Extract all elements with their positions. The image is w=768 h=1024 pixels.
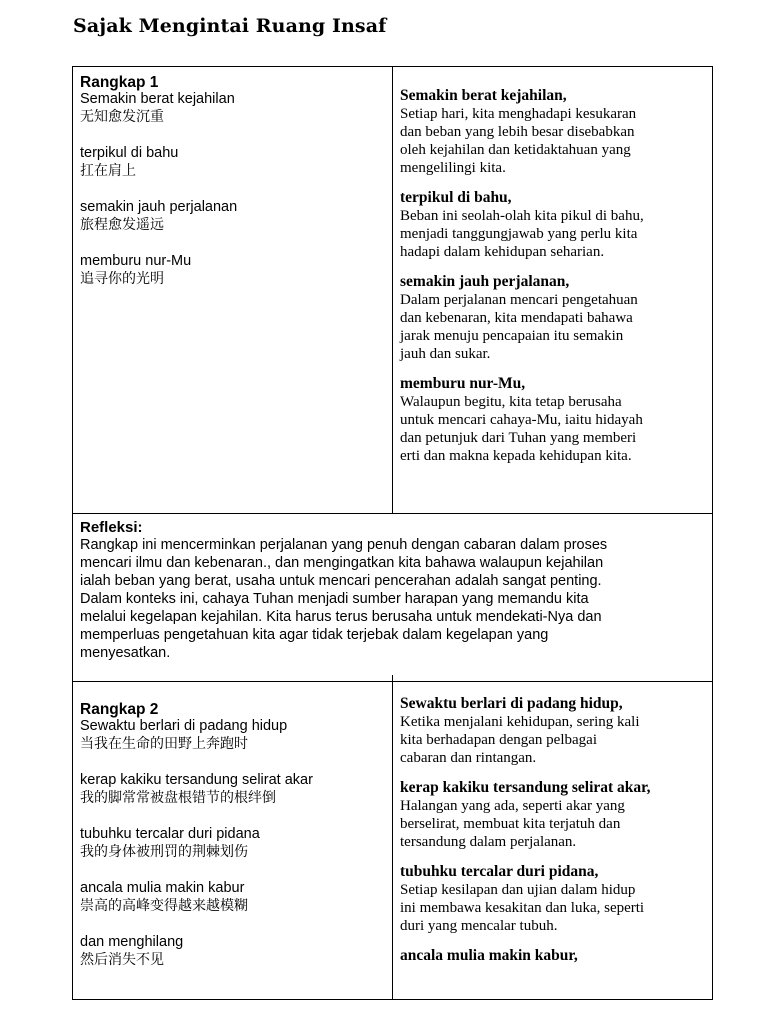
explanation-block	[400, 863, 702, 935]
explanation-heading: memburu nur-Mu,	[400, 375, 526, 392]
verse-line-chinese: 我的脚常常被盘根错节的根绊倒	[80, 789, 276, 805]
explanation-heading: ancala mulia makin kabur,	[400, 947, 578, 964]
explanation-block	[400, 87, 702, 177]
explanation-line: Beban ini seolah-olah kita pikul di bahu,	[400, 208, 644, 224]
reflection-line: melalui kegelapan kejahilan. Kita harus terus berusaha untuk mendekati-Nya dan	[80, 609, 602, 625]
verse-pair	[80, 880, 392, 914]
explanation-line: hadapi dalam kehidupan seharian.	[400, 244, 605, 260]
stanza-2-text-cell	[73, 675, 393, 999]
reflection-line: Rangkap ini mencerminkan perjalanan yang penuh dengan cabaran dalam proses	[80, 537, 608, 553]
explanation-heading: tubuhku tercalar duri pidana,	[400, 863, 599, 880]
explanation-line: berselirat, membuat kita terjatuh dan	[400, 816, 621, 832]
explanation-line: Halangan yang ada, seperti akar yang	[400, 798, 625, 814]
verse-line-chinese: 无知愈发沉重	[80, 108, 164, 124]
explanation-block	[400, 779, 702, 851]
explanation-heading: semakin jauh perjalanan,	[400, 273, 570, 290]
reflection-line: menyesatkan.	[80, 645, 171, 661]
verse-pair	[80, 826, 392, 860]
explanation-line: jarak menuju pencapaian itu semakin	[400, 328, 624, 344]
explanation-line: Ketika menjalani kehidupan, sering kali	[400, 714, 640, 730]
explanation-block	[400, 695, 702, 767]
explanation-line: cabaran dan rintangan.	[400, 750, 537, 766]
explanation-line: jauh dan sukar.	[400, 346, 491, 362]
verse-line-chinese: 然后消失不见	[80, 951, 164, 967]
explanation-line: mengelilingi kita.	[400, 160, 506, 176]
verse-pair	[80, 91, 392, 125]
stanza-2-explanation-cell	[393, 675, 712, 999]
explanation-line: Setiap hari, kita menghadapi kesukaran	[400, 106, 637, 122]
stanza-1-explanation-cell	[393, 67, 712, 513]
reflection-row	[73, 513, 712, 682]
verse-line-chinese: 当我在生命的田野上奔跑时	[80, 735, 248, 751]
explanation-heading: Semakin berat kejahilan,	[400, 87, 567, 104]
explanation-heading: terpikul di bahu,	[400, 189, 512, 206]
explanation-block	[400, 273, 702, 363]
verse-line-malay: kerap kakiku tersandung selirat akar	[80, 772, 313, 788]
explanation-block	[400, 189, 702, 261]
verse-line-chinese: 崇高的高峰变得越来越模糊	[80, 897, 248, 913]
explanation-line: dan kebenaran, kita mendapati bahawa	[400, 310, 633, 326]
explanation-line: oleh kejahilan dan ketidaktahuan yang	[400, 142, 631, 158]
verse-line-malay: memburu nur-Mu	[80, 253, 192, 269]
verse-line-chinese: 旅程愈发遥远	[80, 216, 164, 232]
explanation-line: Dalam perjalanan mencari pengetahuan	[400, 292, 638, 308]
stanza-heading: Rangkap 1	[80, 74, 159, 91]
verse-pair	[80, 934, 392, 968]
explanation-block	[400, 375, 702, 465]
stanza-1-text-cell	[73, 67, 393, 513]
verse-pair	[80, 718, 392, 752]
verse-line-malay: dan menghilang	[80, 934, 184, 950]
poem-table	[72, 66, 713, 1000]
reflection-line: mencari ilmu dan kebenaran., dan mengingatkan kita bahawa walaupun kejahilan	[80, 555, 604, 571]
explanation-line: tersandung dalam perjalanan.	[400, 834, 577, 850]
verse-line-chinese: 我的身体被刑罚的荆棘划伤	[80, 843, 248, 859]
verse-line-chinese: 扛在肩上	[80, 162, 136, 178]
explanation-line: Setiap kesilapan dan ujian dalam hidup	[400, 882, 636, 898]
stanza-1-row	[73, 67, 712, 514]
explanation-heading: Sewaktu berlari di padang hidup,	[400, 695, 623, 712]
verse-line-malay: terpikul di bahu	[80, 145, 179, 161]
verse-line-malay: Sewaktu berlari di padang hidup	[80, 718, 288, 734]
explanation-line: dan beban yang lebih besar disebabkan	[400, 124, 635, 140]
reflection-heading: Refleksi:	[80, 519, 143, 536]
stanza-heading: Rangkap 2	[80, 701, 159, 718]
verse-pair	[80, 772, 392, 806]
explanation-block	[400, 947, 702, 965]
explanation-line: ini membawa kesakitan dan luka, seperti	[400, 900, 645, 916]
verse-pair	[80, 145, 392, 179]
explanation-line: untuk mencari cahaya-Mu, iaitu hidayah	[400, 412, 643, 428]
explanation-heading: kerap kakiku tersandung selirat akar,	[400, 779, 651, 796]
explanation-line: dan petunjuk dari Tuhan yang memberi	[400, 430, 637, 446]
explanation-line: Walaupun begitu, kita tetap berusaha	[400, 394, 622, 410]
verse-line-chinese: 追寻你的光明	[80, 270, 164, 286]
verse-line-malay: Semakin berat kejahilan	[80, 91, 235, 107]
explanation-line: erti dan makna kepada kehidupan kita.	[400, 448, 632, 464]
verse-line-malay: tubuhku tercalar duri pidana	[80, 826, 260, 842]
explanation-line: menjadi tanggungjawab yang perlu kita	[400, 226, 638, 242]
explanation-line: kita berhadapan dengan pelbagai	[400, 732, 597, 748]
explanation-line: duri yang mencalar tubuh.	[400, 918, 558, 934]
verse-pair	[80, 199, 392, 233]
reflection-line: ialah beban yang berat, usaha untuk mencari pencerahan adalah sangat penting.	[80, 573, 602, 589]
verse-pair	[80, 253, 392, 287]
verse-line-malay: semakin jauh perjalanan	[80, 199, 238, 215]
document-title: Sajak Mengintai Ruang Insaf	[73, 15, 387, 37]
reflection-line: Dalam konteks ini, cahaya Tuhan menjadi sumber harapan yang memandu kita	[80, 591, 589, 607]
stanza-2-row	[73, 675, 712, 999]
verse-line-malay: ancala mulia makin kabur	[80, 880, 245, 896]
reflection-line: memperluas pengetahuan kita agar tidak terjebak dalam kegelapan yang	[80, 627, 549, 643]
